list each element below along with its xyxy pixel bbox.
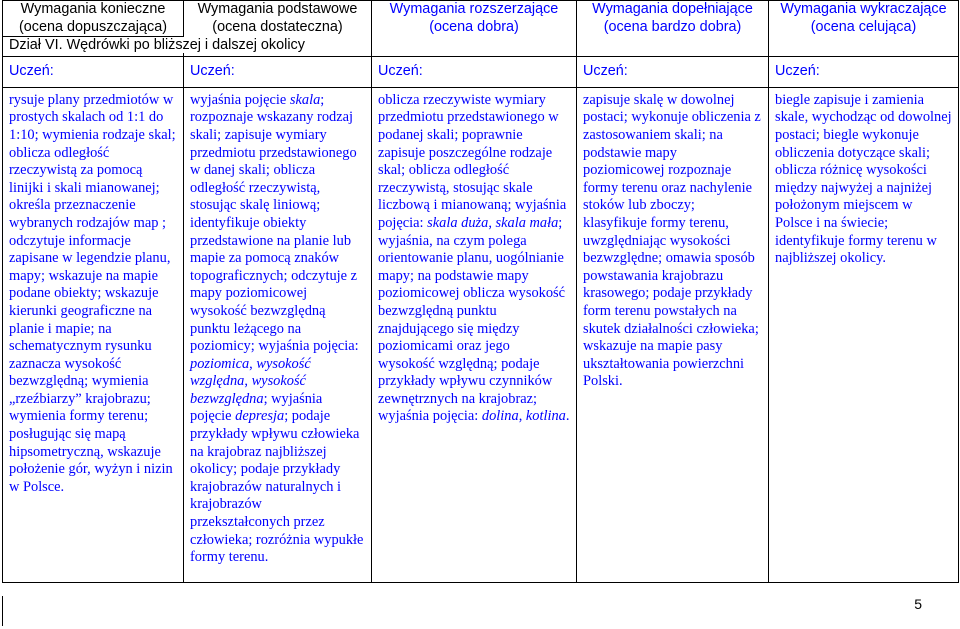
text-run: ; podaje przykłady wpływu człowieka na krajobraz najbliższej okolicy; podaje przykłady krajobrazów naturalnych i krajobrazów przekształconych przez człowieka; rozróżnia wypukłe formy terenu. [190, 408, 364, 566]
requirements-konieczne: rysuje plany przedmiotów w prostych skalach od 1:1 do 1:10; wymienia rodzaje skal; oblicza odległość rzeczywistą za pomocą linijki i skali mianowanej; określa przeznaczenie wybranych rodzajów map ; odczytuje informacje zapisane w legendzie planu, mapy; wskazuje na mapie podane obiekty; wskazuje kierunki geograficzne na planie i mapie; na schematycznym rysunku zaznacza wysokość bezwzględną; wymienia „rzeźbiarzy” krajobrazu; wymienia formy terenu; posługując się mapą hipsometryczną, wskazuje położenie gór, wyżyn i nizin w Polsce. [3, 87, 184, 582]
text-run: , [488, 214, 496, 231]
requirements-rozszerzajace [372, 87, 577, 582]
header-podstawowe: Wymagania podstawowe (ocena dostateczna) [184, 1, 372, 57]
header-row [3, 1, 959, 37]
requirements-row [3, 87, 959, 582]
section-title: Dział VI. Wędrówki po bliższej i dalszej okolicy [3, 37, 184, 57]
italic-term: wysokość względna [190, 355, 311, 390]
header-dopelniajace: Wymagania dopełniające (ocena bardzo dobra) [577, 1, 769, 57]
text-run: ; wyjaśnia pojęcie [190, 390, 323, 425]
text-run: ; rozpoznaje wskazany rodzaj skali; zapisuje wymiary przedmiotu przedstawionego w danej skali; oblicza odległość rzeczywistą, stosując skalę liniową; identyfikuje obiekty przedstawione na planie lub mapie za pomocą znaków topograficznych; odczytuje z mapy poziomicowej wysokość bezwzględną punktu leżącego na poziomicy; wyjaśnia pojęcia: [190, 91, 359, 355]
italic-term: kotlina [525, 408, 566, 425]
student-label: Uczeń: [769, 57, 959, 88]
requirements-wykraczajace: biegle zapisuje i zamienia skale, wychodząc od dowolnej postaci; biegle wykonuje obliczenia dotyczące skali; oblicza różnicę wysokości między najwyżej a najniżej położonym miejscem w Polsce i na świecie; identyfikuje formy terenu w najbliższej okolicy. [769, 87, 959, 582]
text-run: ; wyjaśnia, na czym polega orientowanie planu, uogólnianie mapy; na podstawie mapy poziomicowej oblicza wysokość bezwzględną punktu znajdującego się między poziomicami oraz jego wysokość względną; podaje przykłady wpływu czynników zewnętrznych na krajobraz; wyjaśnia pojęcia: [378, 214, 566, 425]
italic-term: wysokość bezwzględna [190, 373, 306, 407]
text-run: oblicza rzeczywiste wymiary przedmiotu przedstawionego w podanej skali; poprawnie zapisuje poszczególne rodzaje skal; oblicza odległość rzeczywistą, stosując skale liczbową i mianowaną; wyjaśnia pojęcia: [378, 91, 567, 231]
margin-rule [2, 596, 3, 626]
student-label: Uczeń: [3, 57, 184, 88]
italic-term: poziomica [190, 355, 250, 372]
italic-term: dolina [481, 408, 519, 425]
requirements-table [2, 0, 959, 583]
student-label: Uczeń: [184, 57, 372, 88]
student-label: Uczeń: [577, 57, 769, 88]
text-run: , [518, 408, 526, 425]
page-number: 5 [914, 596, 922, 612]
italic-term: skala [289, 91, 321, 108]
italic-term: skala duża [427, 214, 489, 231]
requirements-podstawowe [184, 87, 372, 582]
header-wykraczajace: Wymagania wykraczające (ocena celująca) [769, 1, 959, 57]
header-konieczne: Wymagania konieczne (ocena dopuszczająca) [3, 1, 184, 37]
requirements-dopelniajace: zapisuje skalę w dowolnej postaci; wykonuje obliczenia z zastosowaniem skali; na podstawie mapy poziomicowej rozpoznaje formy terenu oraz nachylenie stoków lub zboczy; klasyfikuje formy terenu, uwzględniając wysokości bezwzględne; omawia sposób powstawania krajobrazu krasowego; podaje przykłady form terenu powstałych na skutek działalności człowieka; wskazuje na mapie pasy ukształtowania powierzchni Polski. [577, 87, 769, 582]
text-run: , [249, 355, 257, 372]
text-run: . [565, 408, 570, 425]
text-run: , [244, 373, 252, 390]
header-rozszerzajace: Wymagania rozszerzające (ocena dobra) [372, 1, 577, 57]
student-label-row [3, 57, 959, 88]
italic-term: skala mała [495, 214, 559, 231]
italic-term: depresja [235, 408, 285, 425]
student-label: Uczeń: [372, 57, 577, 88]
text-run: wyjaśnia pojęcie [190, 91, 290, 108]
